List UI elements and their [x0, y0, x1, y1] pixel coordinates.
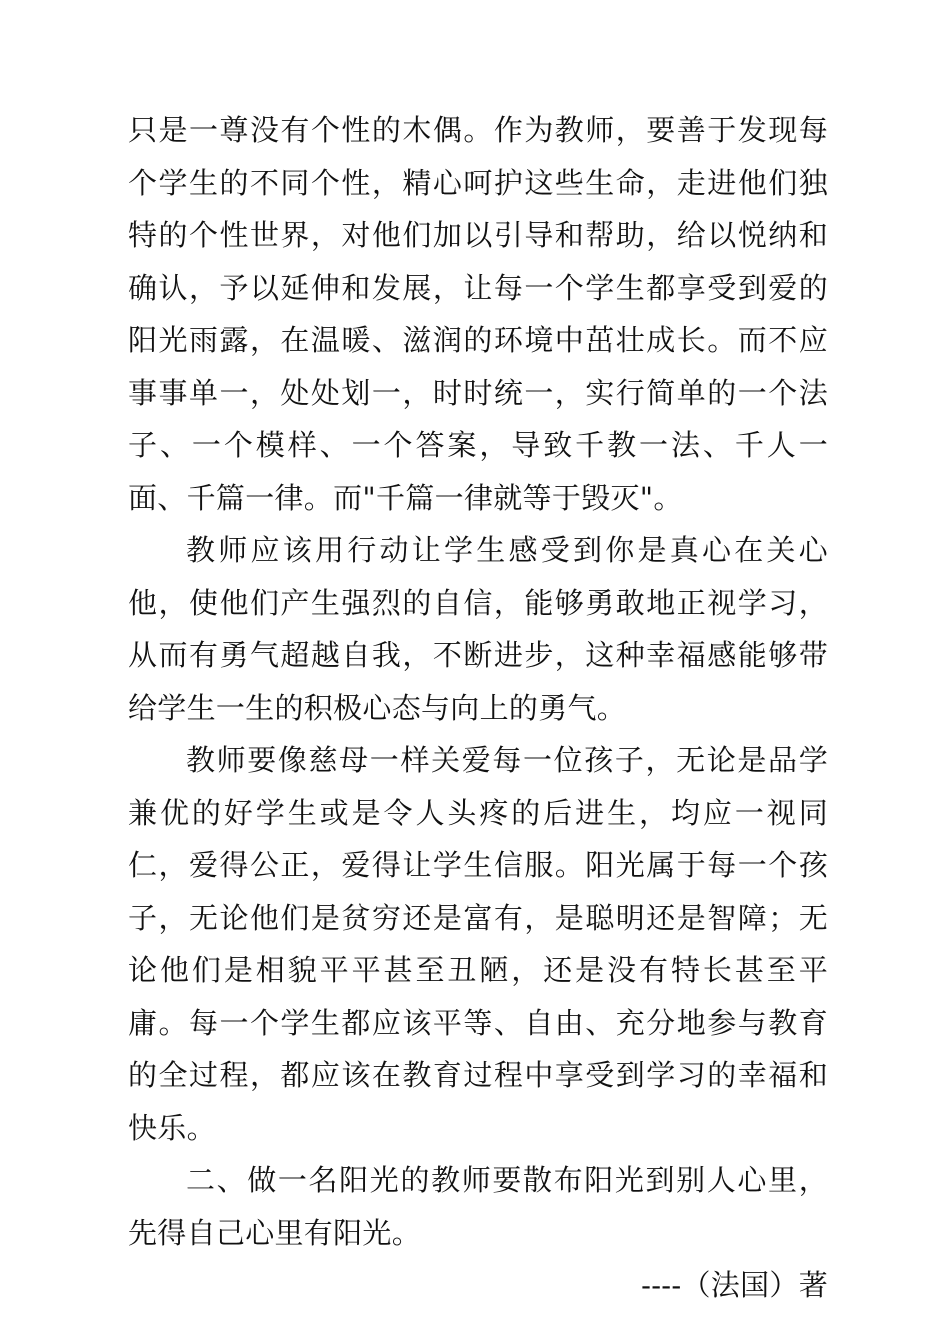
signature-line: ----（法国）著	[641, 1268, 828, 1302]
paragraph-2: 教师应该用行动让学生感受到你是真心在关心他，使他们产生强烈的自信，能够勇敢地正视学习，从而有勇气超越自我，不断进步，这种幸福感能够带给学生一生的积极心态与向上的勇气。	[128, 533, 828, 725]
paragraph-4: 二、做一名阳光的教师要散布阳光到别人心里，先得自己心里有阳光。	[128, 1163, 828, 1250]
document-page	[128, 104, 828, 1312]
paragraph-1: 只是一尊没有个性的木偶。作为教师，要善于发现每个学生的不同个性，精心呵护这些生命，走进他们独特的个性世界，对他们加以引导和帮助，给以悦纳和确认，予以延伸和发展，让每一个学生都享受到爱的阳光雨露，在温暖、滋润的环境中茁壮成长。而不应事事单一，处处划一，时时统一，实行简单的一个法子、一个模样、一个答案，导致千教一法、千人一面、千篇一律。而"千篇一律就等于毁灭"。	[128, 113, 828, 515]
paragraph-3: 教师要像慈母一样关爱每一位孩子，无论是品学兼优的好学生或是令人头疼的后进生，均应一视同仁，爱得公正，爱得让学生信服。阳光属于每一个孩子，无论他们是贫穷还是富有，是聪明还是智障；无论他们是相貌平平甚至丑陋，还是没有特长甚至平庸。每一个学生都应该平等、自由、充分地参与教育的全过程，都应该在教育过程中享受到学习的幸福和快乐。	[128, 743, 828, 1145]
